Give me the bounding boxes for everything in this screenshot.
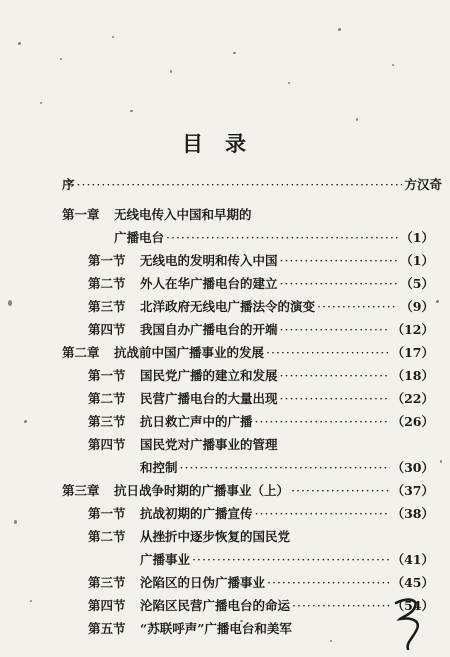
speckle: [288, 82, 290, 84]
speckle: [392, 64, 394, 66]
entry-number: 第三节: [88, 299, 126, 314]
toc-entry: [88, 596, 434, 616]
speckle: [8, 300, 12, 306]
toc-entry: [140, 458, 434, 478]
entry-number: 第二节: [88, 276, 126, 291]
speckle: [14, 520, 17, 524]
page-title: 目录: [182, 131, 268, 156]
entry-number: 序: [62, 177, 75, 192]
leader-dots: [255, 414, 390, 429]
entry-text: 抗战前中国广播事业的发展: [114, 345, 265, 360]
toc-entry: [62, 205, 434, 225]
entry-text: 抗日救亡声中的广播: [140, 414, 253, 429]
entry-page: （1）: [400, 230, 434, 245]
speckle: [436, 300, 439, 303]
entry-number: 第二节: [88, 529, 126, 544]
entry-page: （18）: [391, 368, 434, 383]
speckle: [233, 52, 236, 54]
entry-number: 第四节: [88, 437, 126, 452]
leader-dots: [180, 460, 390, 475]
leader-dots: [280, 391, 390, 406]
entry-text: 外人在华广播电台的建立: [140, 276, 278, 291]
speckle: [440, 460, 442, 463]
leader-dots: [255, 506, 390, 521]
toc-entry: [62, 175, 442, 195]
entry-text: 抗日战争时期的广播事业（上）: [114, 483, 290, 498]
toc-entry: [140, 550, 434, 570]
speckle: [330, 640, 332, 642]
entry-text: 沦陷区的日伪广播事业: [140, 575, 266, 590]
entry-page: （30）: [391, 460, 434, 475]
leader-dots: [166, 230, 398, 245]
entry-page: （37）: [391, 483, 434, 498]
entry-text: 广播电台: [114, 230, 165, 245]
entry-text: 北洋政府无线电广播法令的演变: [140, 299, 316, 314]
entry-number: 第五节: [88, 621, 126, 636]
entry-page: （26）: [391, 414, 434, 429]
entry-number: 第四节: [88, 322, 126, 337]
entry-page: （54）: [391, 598, 434, 613]
leader-dots: [77, 177, 403, 192]
toc-entry: [62, 343, 434, 363]
toc-entry: [114, 228, 434, 248]
entry-text: 从挫折中逐步恢复的国民党: [140, 529, 291, 544]
toc-entry: [88, 274, 434, 294]
toc-entry: [88, 297, 434, 317]
entry-text: 我国自办广播电台的开端: [140, 322, 278, 337]
entry-page: （1）: [400, 253, 434, 268]
speckle: [130, 110, 133, 112]
speckle: [356, 118, 358, 121]
toc-entry: [88, 504, 434, 524]
toc-entry: [88, 389, 434, 409]
entry-page: （45）: [391, 575, 434, 590]
entry-number: 第二节: [88, 391, 126, 406]
entry-number: 第一节: [88, 368, 126, 383]
entry-text: 民营广播电台的大量出现: [140, 391, 278, 406]
leader-dots: [192, 552, 390, 567]
entry-number: 第三节: [88, 575, 126, 590]
toc-entry: [88, 251, 434, 271]
toc-entry: [88, 527, 434, 547]
entry-number: 第三章: [62, 483, 100, 498]
toc-entry: [88, 366, 434, 386]
speckle: [24, 420, 27, 423]
entry-text: 和控制: [140, 460, 178, 475]
toc-entry: [62, 481, 434, 501]
entry-page: （5）: [400, 276, 434, 291]
entry-text: 无线电传入中国和早期的: [114, 207, 252, 222]
entry-text: “苏联呼声”广播电台和美军: [140, 621, 292, 636]
entry-page: （38）: [391, 506, 434, 521]
toc-entry: [88, 435, 434, 455]
leader-dots: [280, 253, 399, 268]
leader-dots: [267, 575, 390, 590]
speckle: [338, 28, 341, 31]
leader-dots: [280, 322, 390, 337]
leader-dots: [280, 276, 399, 291]
handwritten-mark-icon: [390, 595, 430, 650]
entry-page: 方汉奇: [404, 177, 442, 192]
speckle: [40, 102, 42, 104]
leader-dots: [266, 345, 390, 360]
entry-number: 第一节: [88, 506, 126, 521]
toc-entry: [88, 619, 388, 639]
entry-number: 第一节: [88, 253, 126, 268]
leader-dots: [291, 483, 390, 498]
speckle: [18, 42, 21, 45]
entry-number: 第一章: [62, 207, 100, 222]
entry-text: 国民党对广播事业的管理: [140, 437, 278, 452]
speckle: [30, 600, 32, 602]
toc-entry: [88, 320, 434, 340]
speckle: [60, 58, 62, 60]
entry-text: 国民党广播的建立和发展: [140, 368, 278, 383]
entry-page: （12）: [391, 322, 434, 337]
leader-dots: [317, 299, 398, 314]
entry-text: 广播事业: [140, 552, 191, 567]
toc-entry: [88, 412, 434, 432]
entry-text: 沦陷区民营广播电台的命运: [140, 598, 291, 613]
entry-page: （22）: [391, 391, 434, 406]
entry-page: （17）: [391, 345, 434, 360]
entry-number: 第四节: [88, 598, 126, 613]
leader-dots: [292, 598, 390, 613]
entry-text: 无线电的发明和传入中国: [140, 253, 278, 268]
entry-page: （41）: [391, 552, 434, 567]
speckle: [170, 70, 172, 73]
entry-page: （9）: [400, 299, 434, 314]
entry-text: 抗战初期的广播宣传: [140, 506, 253, 521]
leader-dots: [280, 368, 390, 383]
entry-number: 第二章: [62, 345, 100, 360]
entry-number: 第三节: [88, 414, 126, 429]
toc-entry: [88, 573, 434, 593]
speckle: [112, 36, 114, 38]
